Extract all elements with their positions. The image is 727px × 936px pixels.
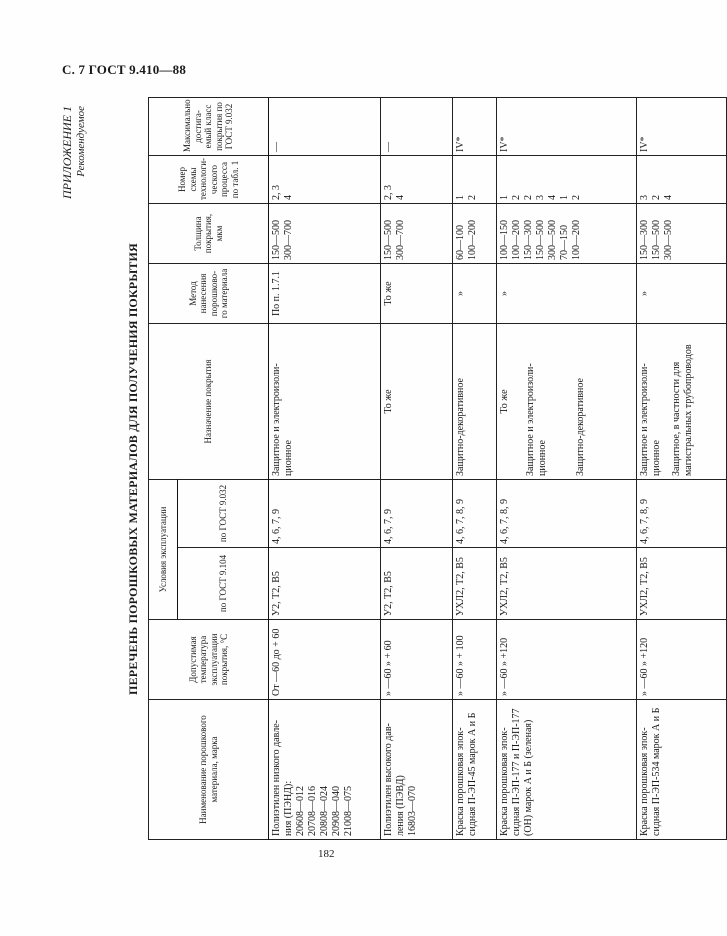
- cell-method: »: [497, 264, 637, 324]
- cell-line: 20708—016: [307, 786, 318, 836]
- rotated-landscape-content: [60, 98, 694, 840]
- cell-line: 3: [639, 195, 650, 200]
- cell-thickness: [497, 204, 637, 264]
- appendix-label: [60, 106, 88, 199]
- cell-line: 2: [523, 195, 534, 200]
- table-row: [637, 98, 727, 840]
- cell-method: »: [637, 264, 727, 324]
- cell-name: [269, 700, 381, 840]
- cell-coating: [381, 324, 453, 480]
- cell-line: ционное: [537, 440, 548, 476]
- header-cond-9032: по ГОСТ 9.032: [178, 480, 269, 548]
- cell-line: 150—300: [639, 220, 650, 260]
- cell-line: Защитное, в частности для: [671, 361, 682, 476]
- cell-temp: » —60 » + 60: [381, 620, 453, 700]
- cell-line: сидная П-ЭП-45 марок А и Б: [467, 712, 478, 836]
- cell-line: Краска порошковая эпок-: [499, 727, 510, 836]
- cell-cond_9032: 4, 6, 7, 9: [381, 480, 453, 548]
- cell-method: По п. 1.7.1: [269, 264, 381, 324]
- cell-line: 70—150: [559, 225, 570, 260]
- cell-method: »: [453, 264, 497, 324]
- cell-line: 150—500: [271, 220, 282, 260]
- cell-temp: » —60 » + 100: [453, 620, 497, 700]
- table-row: [381, 98, 453, 840]
- cell-line: 100—200: [511, 220, 522, 260]
- cell-line: 100—200: [467, 220, 478, 260]
- cell-line: ния (ПЭНД):: [283, 780, 294, 836]
- header-class: Максимально достига-емый класс покрытия по ГОСТ 9.032: [149, 98, 269, 156]
- cell-thickness: [269, 204, 381, 264]
- cell-line: 2: [467, 195, 478, 200]
- header-coating: Назначение покрытия: [149, 324, 269, 480]
- cell-thickness: [453, 204, 497, 264]
- cell-scheme: [637, 156, 727, 204]
- cell-line: 300—500: [663, 220, 674, 260]
- appendix-title: ПРИЛОЖЕНИЕ 1: [60, 106, 74, 199]
- cell-line: То же: [499, 389, 510, 414]
- cell-line: 150—500: [535, 220, 546, 260]
- cell-line: сидная П-ЭП-177 и П-ЭП-177: [511, 708, 522, 836]
- cell-class: —: [381, 98, 453, 156]
- cell-line: 20908—040: [331, 786, 342, 836]
- table-row: [453, 98, 497, 840]
- cell-coating: [497, 324, 637, 480]
- page-number: 182: [318, 848, 335, 860]
- header-thickness: Толщина покрытия, мкм: [149, 204, 269, 264]
- table-body: [269, 98, 727, 840]
- cell-line: 4: [547, 195, 558, 200]
- table-header-row: [149, 98, 178, 840]
- cell-line: 100—150: [499, 220, 510, 260]
- cell-line: Краска порошковая эпок-: [455, 727, 466, 836]
- cell-line: 21008—075: [343, 786, 354, 836]
- header-name: Наименование порошкового материала, марка: [149, 700, 269, 840]
- cell-line: 60—100: [455, 225, 466, 260]
- cell-coating: [453, 324, 497, 480]
- cell-class: IV*: [453, 98, 497, 156]
- cell-cond_9104: У2, Т2, В5: [381, 548, 453, 620]
- table-title: ПЕРЕЧЕНЬ ПОРОШКОВЫХ МАТЕРИАЛОВ ДЛЯ ПОЛУЧЕНИЯ ПОКРЫТИЯ: [126, 243, 140, 695]
- cell-class: IV*: [497, 98, 637, 156]
- cell-line: 20808—024: [319, 786, 330, 836]
- cell-line: 150—300: [523, 220, 534, 260]
- cell-line: 2: [511, 195, 522, 200]
- cell-coating: [269, 324, 381, 480]
- cell-line: Защитно-декоративное: [455, 378, 466, 476]
- cell-line: 16803—070: [407, 786, 418, 836]
- cell-line: 1: [559, 195, 570, 200]
- header-temp: Допустимая температура эксплуатации покрытия, °С: [149, 620, 269, 700]
- cell-name: [453, 700, 497, 840]
- cell-scheme: [381, 156, 453, 204]
- cell-line: 4: [663, 195, 674, 200]
- cell-temp: От —60 до + 60: [269, 620, 381, 700]
- cell-line: 300—500: [547, 220, 558, 260]
- cell-line: 150—500: [383, 220, 394, 260]
- header-scheme: Номер схемы технологи-ческого процесса по табл. 1: [149, 156, 269, 204]
- cell-line: (ОН) марок А и Б (зеленая): [523, 719, 534, 836]
- cell-name: [637, 700, 727, 840]
- cell-line: Защитное и электроизоли-: [639, 363, 650, 476]
- cell-cond_9032: 4, 6, 7, 8, 9: [497, 480, 637, 548]
- cell-scheme: [453, 156, 497, 204]
- materials-table: [148, 97, 727, 840]
- cell-line: ционное: [651, 440, 662, 476]
- cell-line: 3: [535, 195, 546, 200]
- table-row: [497, 98, 637, 840]
- cell-line: 100—200: [571, 220, 582, 260]
- cell-method: То же: [381, 264, 453, 324]
- cell-name: [497, 700, 637, 840]
- cell-cond_9104: УХЛ2, Т2, В5: [637, 548, 727, 620]
- cell-line: 1: [455, 195, 466, 200]
- cell-line: 20608—012: [295, 786, 306, 836]
- cell-line: 300—700: [283, 220, 294, 260]
- cell-class: IV*: [637, 98, 727, 156]
- cell-line: магистральных трубопроводов: [683, 344, 694, 476]
- cell-cond_9104: УХЛ2, Т2, В5: [453, 548, 497, 620]
- cell-line: сидная П-ЭП-534 марок А и Б: [651, 707, 662, 836]
- cell-class: —: [269, 98, 381, 156]
- cell-thickness: [381, 204, 453, 264]
- cell-scheme: [269, 156, 381, 204]
- cell-line: Защитное и электроизоли-: [525, 363, 536, 476]
- cell-line: 300—700: [395, 220, 406, 260]
- cell-line: Защитное и электроизоли-: [271, 363, 282, 476]
- cell-line: 150—500: [651, 220, 662, 260]
- cell-line: 2: [651, 195, 662, 200]
- cell-line: 4: [283, 195, 294, 200]
- cell-line: ления (ПЭВД): [395, 775, 406, 836]
- cell-line: Полиэтилен высокого дав-: [383, 723, 394, 836]
- cell-line: 1: [499, 195, 510, 200]
- cell-line: Краска порошковая эпок-: [639, 727, 650, 836]
- cell-scheme: [497, 156, 637, 204]
- cell-cond_9104: У2, Т2, В5: [269, 548, 381, 620]
- cell-thickness: [637, 204, 727, 264]
- cell-line: 2, 3: [271, 185, 282, 200]
- cell-cond_9032: 4, 6, 7, 8, 9: [453, 480, 497, 548]
- cell-line: 2, 3: [383, 185, 394, 200]
- page-header: С. 7 ГОСТ 9.410—88: [62, 62, 187, 77]
- appendix-note: Рекомендуемое: [75, 106, 87, 177]
- cell-line: То же: [383, 389, 394, 414]
- cell-line: Защитно-декоративное: [575, 378, 586, 476]
- header-cond-9104: по ГОСТ 9.104: [178, 548, 269, 620]
- table-row: [269, 98, 381, 840]
- cell-cond_9032: 4, 6, 7, 9: [269, 480, 381, 548]
- cell-cond_9104: УХЛ2, Т2, В5: [497, 548, 637, 620]
- cell-name: [381, 700, 453, 840]
- cell-temp: » —60 » +120: [497, 620, 637, 700]
- cell-temp: » —60 » +120: [637, 620, 727, 700]
- cell-coating: [637, 324, 727, 480]
- cell-cond_9032: 4, 6, 7, 8, 9: [637, 480, 727, 548]
- header-conditions: Условия эксплуатации: [149, 480, 178, 620]
- cell-line: 4: [395, 195, 406, 200]
- cell-line: Полиэтилен низкого давле-: [271, 720, 282, 836]
- cell-line: ционное: [283, 440, 294, 476]
- header-method: Метод нанесения порошково-го материала: [149, 264, 269, 324]
- cell-line: 2: [571, 195, 582, 200]
